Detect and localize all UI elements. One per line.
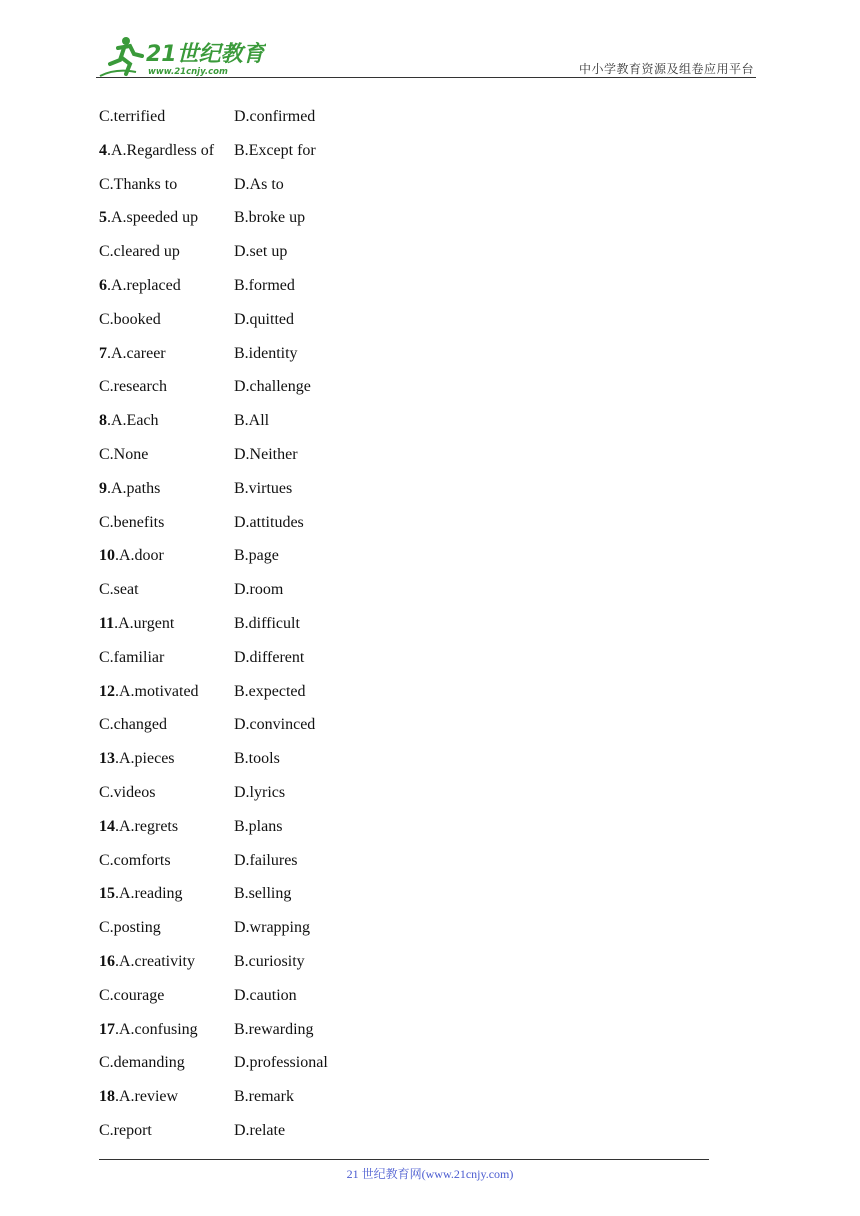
option-right: D.wrapping bbox=[234, 919, 310, 937]
option-left bbox=[99, 269, 181, 303]
option-text: .A.door bbox=[115, 547, 164, 565]
site-logo[interactable] bbox=[96, 34, 266, 78]
option-text: .A.urgent bbox=[114, 614, 175, 632]
option-row bbox=[99, 134, 699, 168]
question-number: 8 bbox=[99, 412, 107, 430]
option-left bbox=[99, 573, 139, 607]
option-text: .A.speeded up bbox=[107, 209, 199, 227]
option-row bbox=[99, 607, 699, 641]
option-left bbox=[99, 404, 159, 438]
option-text: C.report bbox=[99, 1121, 152, 1139]
option-row bbox=[99, 404, 699, 438]
option-row bbox=[99, 641, 699, 675]
option-right: D.confirmed bbox=[234, 108, 316, 125]
option-right: B.rewarding bbox=[234, 1020, 314, 1038]
option-right: B.expected bbox=[234, 682, 306, 700]
option-row bbox=[99, 472, 699, 506]
option-text: .A.pieces bbox=[115, 750, 175, 768]
option-text: C.booked bbox=[99, 310, 161, 328]
option-left bbox=[99, 844, 171, 878]
option-right: B.virtues bbox=[234, 479, 293, 497]
question-number: 17 bbox=[99, 1020, 115, 1038]
option-row bbox=[99, 911, 699, 945]
option-text: .A.career bbox=[107, 344, 166, 362]
option-row bbox=[99, 979, 699, 1013]
option-right: D.lyrics bbox=[234, 783, 286, 801]
option-left bbox=[99, 641, 164, 675]
option-left bbox=[99, 100, 165, 134]
option-row bbox=[99, 573, 699, 607]
option-text: C.demanding bbox=[99, 1054, 185, 1072]
question-number: 7 bbox=[99, 344, 107, 362]
option-left bbox=[99, 945, 195, 979]
option-right: D.different bbox=[234, 648, 305, 666]
option-text: C.familiar bbox=[99, 648, 165, 666]
option-row bbox=[99, 877, 699, 911]
option-left bbox=[99, 1046, 185, 1080]
option-left bbox=[99, 472, 160, 506]
question-number: 14 bbox=[99, 817, 115, 835]
option-text: C.comforts bbox=[99, 851, 171, 869]
option-text: C.videos bbox=[99, 783, 156, 801]
header-divider bbox=[96, 77, 756, 78]
platform-tagline: 中小学教育资源及组卷应用平台 bbox=[578, 62, 754, 76]
option-text: C.cleared up bbox=[99, 243, 180, 261]
option-text: .A.reading bbox=[115, 885, 183, 903]
question-number: 5 bbox=[99, 209, 107, 227]
option-right: D.failures bbox=[234, 851, 298, 869]
option-left bbox=[99, 675, 199, 709]
question-number: 10 bbox=[99, 547, 115, 565]
option-right: D.challenge bbox=[234, 378, 311, 396]
option-left bbox=[99, 438, 148, 472]
option-row bbox=[99, 370, 699, 404]
question-number: 12 bbox=[99, 682, 115, 700]
option-row bbox=[99, 776, 699, 810]
option-left bbox=[99, 911, 161, 945]
question-number: 16 bbox=[99, 952, 115, 970]
option-row bbox=[99, 100, 699, 134]
option-right: B.page bbox=[234, 547, 279, 565]
page-header bbox=[96, 32, 756, 78]
option-left bbox=[99, 303, 161, 337]
option-text: .A.review bbox=[115, 1088, 179, 1106]
option-right: D.Neither bbox=[234, 445, 298, 463]
answer-options-list bbox=[99, 100, 699, 1148]
option-left bbox=[99, 337, 166, 371]
option-left bbox=[99, 1013, 198, 1047]
option-right: B.difficult bbox=[234, 614, 300, 632]
option-left bbox=[99, 235, 180, 269]
option-right: B.plans bbox=[234, 817, 283, 835]
option-left bbox=[99, 742, 175, 776]
option-row bbox=[99, 675, 699, 709]
option-right: D.attitudes bbox=[234, 513, 304, 531]
option-text: C.posting bbox=[99, 919, 161, 937]
option-right: D.relate bbox=[234, 1121, 286, 1139]
question-number: 15 bbox=[99, 885, 115, 903]
question-number: 11 bbox=[99, 614, 115, 632]
option-text: .A.confusing bbox=[115, 1020, 198, 1038]
option-row bbox=[99, 945, 699, 979]
option-text: C.Thanks to bbox=[99, 175, 178, 193]
option-row bbox=[99, 438, 699, 472]
runner-logo-icon bbox=[96, 34, 266, 78]
option-left bbox=[99, 810, 178, 844]
option-text: .A.motivated bbox=[115, 682, 199, 700]
option-right: B.curiosity bbox=[234, 952, 305, 970]
option-left bbox=[99, 134, 214, 168]
option-row bbox=[99, 303, 699, 337]
option-left bbox=[99, 539, 164, 573]
option-right: B.remark bbox=[234, 1088, 294, 1106]
option-right: B.All bbox=[234, 412, 270, 430]
question-number: 6 bbox=[99, 276, 107, 294]
option-row bbox=[99, 235, 699, 269]
option-row bbox=[99, 844, 699, 878]
option-text: C.research bbox=[99, 378, 167, 396]
option-right: B.identity bbox=[234, 344, 298, 362]
option-left bbox=[99, 506, 164, 540]
option-text: C.seat bbox=[99, 581, 139, 599]
question-number: 4 bbox=[99, 141, 107, 159]
option-right: B.selling bbox=[234, 885, 292, 903]
option-right: B.formed bbox=[234, 276, 295, 294]
option-row bbox=[99, 1013, 699, 1047]
logo-url-text: www.21cnjy.com bbox=[148, 67, 228, 77]
option-left bbox=[99, 1114, 152, 1148]
option-left bbox=[99, 607, 174, 641]
option-row bbox=[99, 1046, 699, 1080]
option-left bbox=[99, 1080, 178, 1114]
option-left bbox=[99, 201, 198, 235]
option-row bbox=[99, 742, 699, 776]
option-row bbox=[99, 708, 699, 742]
option-row bbox=[99, 1080, 699, 1114]
question-number: 18 bbox=[99, 1088, 115, 1106]
footer-divider bbox=[99, 1159, 709, 1160]
option-text: C.changed bbox=[99, 716, 167, 734]
option-text: .A.regrets bbox=[115, 817, 179, 835]
option-left bbox=[99, 877, 183, 911]
option-left bbox=[99, 979, 164, 1013]
option-left bbox=[99, 370, 167, 404]
option-row bbox=[99, 506, 699, 540]
option-text: C.benefits bbox=[99, 513, 165, 531]
option-right: D.convinced bbox=[234, 716, 316, 734]
option-left bbox=[99, 776, 155, 810]
option-row bbox=[99, 539, 699, 573]
option-left bbox=[99, 168, 177, 202]
option-right: D.quitted bbox=[234, 310, 294, 328]
option-right: B.tools bbox=[234, 750, 280, 768]
option-row bbox=[99, 269, 699, 303]
option-right: B.Except for bbox=[234, 141, 316, 159]
footer-site-link[interactable]: 21 世纪教育网(www.21cnjy.com) bbox=[346, 1167, 514, 1181]
option-text: .A.creativity bbox=[115, 952, 195, 970]
option-text: .A.Regardless of bbox=[107, 141, 215, 159]
option-right: D.As to bbox=[234, 175, 284, 193]
option-right: D.caution bbox=[234, 986, 297, 1004]
option-right: B.broke up bbox=[234, 209, 306, 227]
option-row bbox=[99, 337, 699, 371]
option-row bbox=[99, 810, 699, 844]
option-text: C.None bbox=[99, 445, 149, 463]
option-left bbox=[99, 708, 167, 742]
option-text: .A.paths bbox=[107, 479, 161, 497]
logo-text: 21世纪教育 bbox=[146, 42, 265, 67]
option-right: D.room bbox=[234, 581, 284, 599]
option-right: D.professional bbox=[234, 1054, 328, 1072]
option-right: D.set up bbox=[234, 243, 288, 261]
question-number: 9 bbox=[99, 479, 107, 497]
option-text: .A.Each bbox=[107, 412, 159, 430]
option-text: C.courage bbox=[99, 986, 165, 1004]
option-row bbox=[99, 168, 699, 202]
option-row bbox=[99, 201, 699, 235]
option-text: C.terrified bbox=[99, 108, 166, 125]
question-number: 13 bbox=[99, 750, 115, 768]
option-row bbox=[99, 1114, 699, 1148]
option-text: .A.replaced bbox=[107, 276, 181, 294]
